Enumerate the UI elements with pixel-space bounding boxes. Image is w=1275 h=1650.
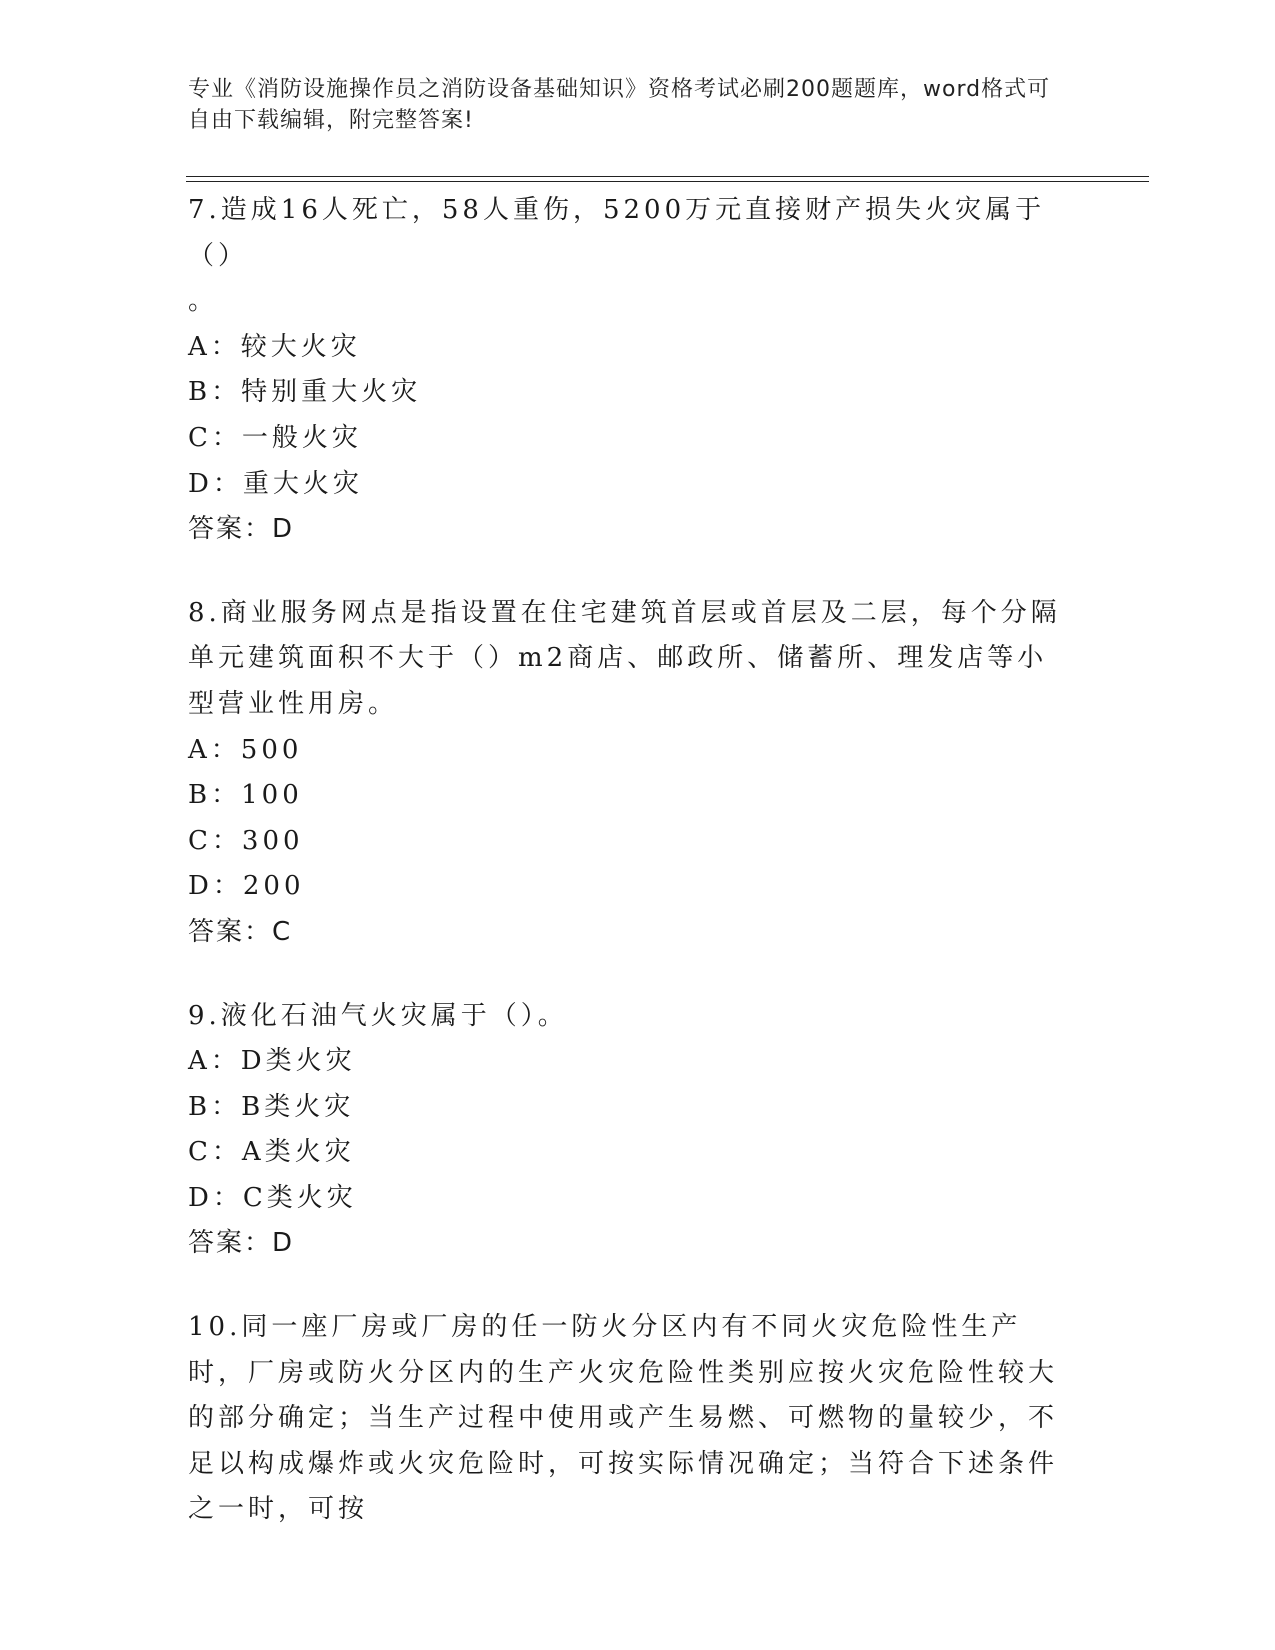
- option-d: D ： C类火灾: [188, 1176, 1088, 1222]
- answer-label: 答案：D: [188, 1228, 295, 1259]
- question-stem: 7.造成16人死亡，58人重伤，5200万元直接财产损失火灾属于（） 。: [188, 195, 1046, 317]
- option-b: B ： 100: [188, 773, 1088, 819]
- option-b: B ： B类火灾: [188, 1085, 1088, 1131]
- header-divider-top: [186, 176, 1149, 177]
- question-item: [188, 1305, 1088, 1533]
- document-title: 专业《消防设施操作员之消防设备基础知识》资格考试必刷200题题库，word格式可自由下载编辑，附完整答案!: [188, 77, 1051, 133]
- question-stem: 10.同一座厂房或厂房的任一防火分区内有不同火灾危险性生产时，厂房或防火分区内的生产火灾危险性类别应按火灾危险性较大的部分确定；当生产过程中使用或产生易燃、可燃物的量较少，不足以构成爆炸或火灾危险时，可按实际情况确定；当符合下述条件之一时，可按: [188, 1312, 1059, 1525]
- option-b: B ： 特别重大火灾: [188, 370, 1088, 416]
- question-item: [188, 188, 1088, 553]
- answer-label: 答案：D: [188, 514, 295, 545]
- option-d: D ： 200: [188, 864, 1088, 910]
- document-header: [188, 74, 1068, 136]
- option-c: C ： 一般火灾: [188, 416, 1088, 462]
- question-stem: 9.液化石油气火灾属于（）。: [188, 1000, 568, 1031]
- option-a: A ： D类火灾: [188, 1039, 1088, 1085]
- question-item: [188, 591, 1088, 956]
- answer-label: 答案：C: [188, 916, 293, 947]
- header-divider-bottom: [186, 181, 1149, 182]
- option-d: D ： 重大火灾: [188, 462, 1088, 508]
- option-c: C ： A类火灾: [188, 1130, 1088, 1176]
- question-stem: 8.商业服务网点是指设置在住宅建筑首层或首层及二层，每个分隔单元建筑面积不大于（）m2商店、邮政所、储蓄所、理发店等小型营业性用房。: [188, 597, 1061, 719]
- option-a: A ： 较大火灾: [188, 325, 1088, 371]
- option-a: A ： 500: [188, 728, 1088, 774]
- option-c: C ： 300: [188, 819, 1088, 865]
- question-item: [188, 994, 1088, 1268]
- question-list: [188, 188, 1088, 1571]
